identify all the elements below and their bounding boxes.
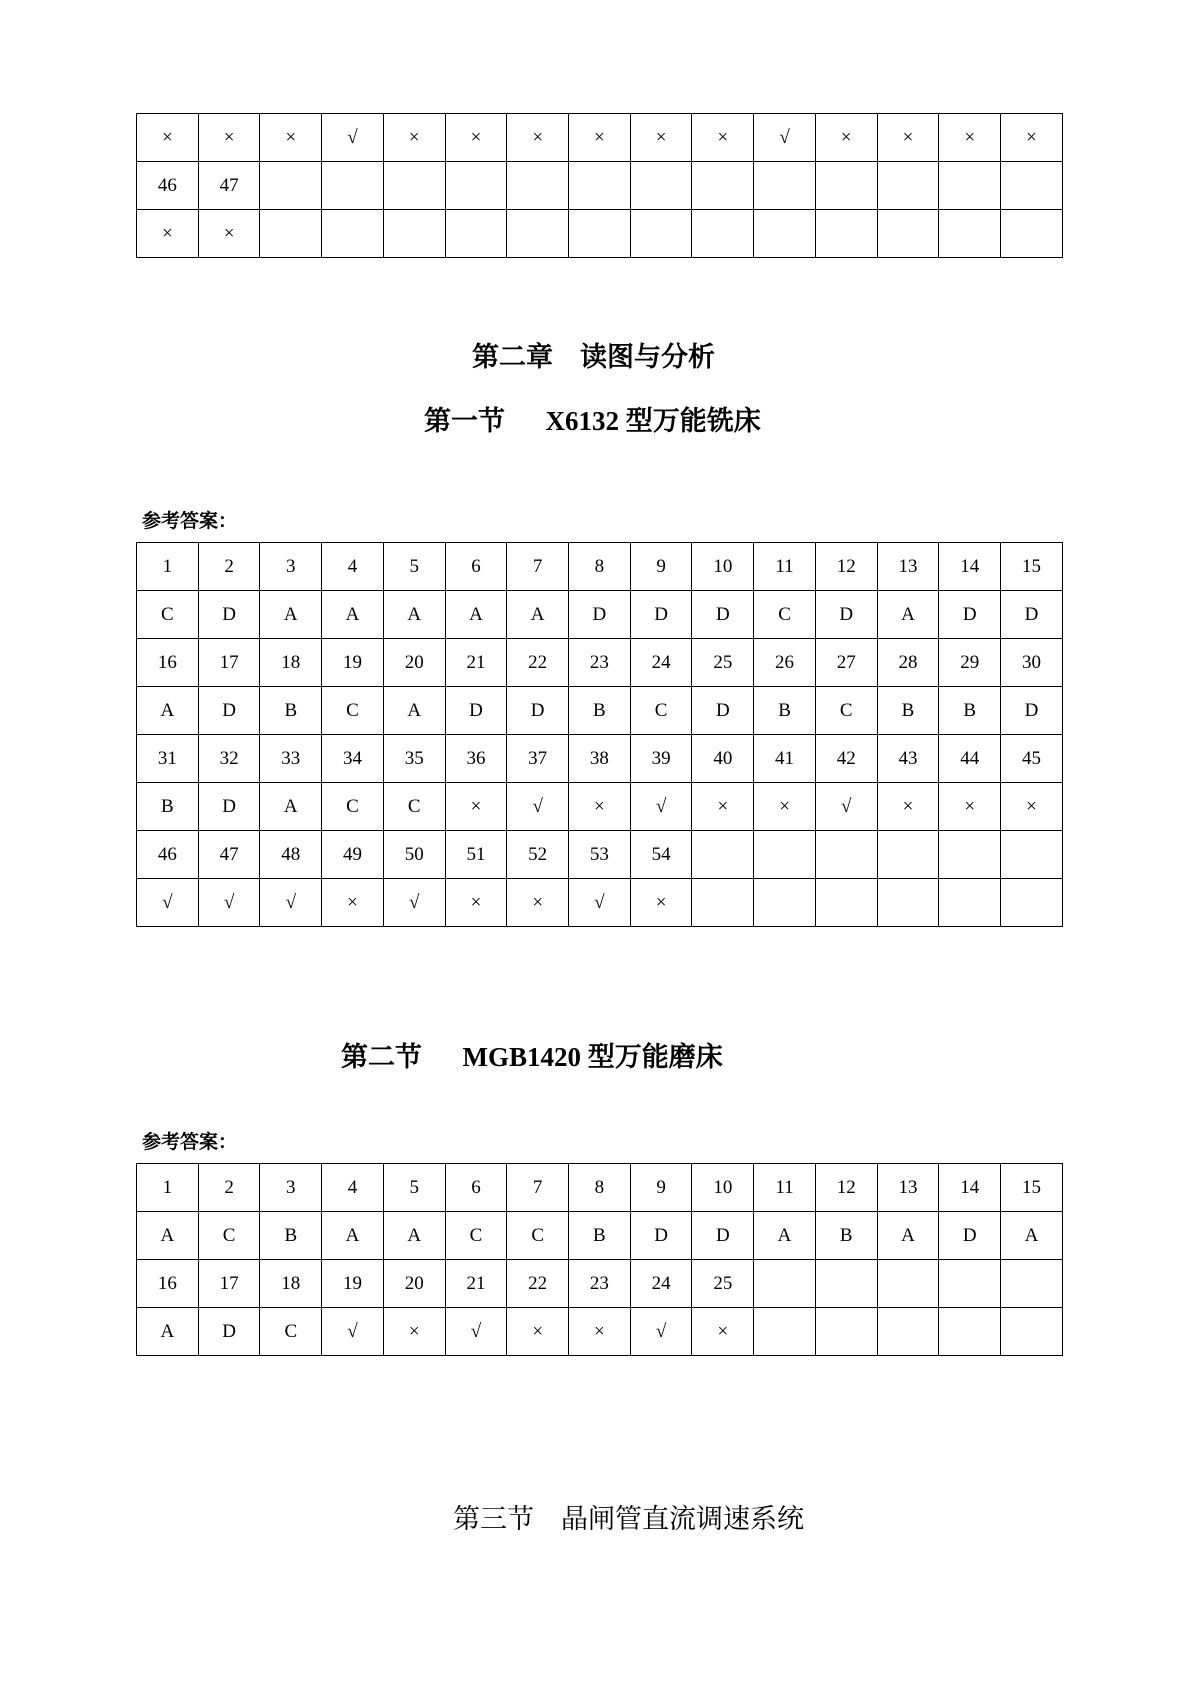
table-cell: D <box>815 591 877 639</box>
table-row <box>137 114 1063 162</box>
table-cell: D <box>1001 591 1063 639</box>
table-cell: D <box>198 591 260 639</box>
table-cell: 36 <box>445 735 507 783</box>
table-cell <box>815 1308 877 1356</box>
table-cell: √ <box>630 1308 692 1356</box>
table-cell: 21 <box>445 1260 507 1308</box>
table-row <box>137 1308 1063 1356</box>
table-cell: C <box>260 1308 322 1356</box>
table-cell: 23 <box>569 1260 631 1308</box>
table-cell: 42 <box>815 735 877 783</box>
table-row <box>137 735 1063 783</box>
table-cell: 46 <box>137 831 199 879</box>
table-cell: D <box>198 783 260 831</box>
table-cell: × <box>569 114 631 162</box>
table-cell <box>1001 879 1063 927</box>
table-cell: 39 <box>630 735 692 783</box>
table-cell: C <box>383 783 445 831</box>
table-cell: 19 <box>322 1260 384 1308</box>
table-cell: A <box>877 1212 939 1260</box>
section1-answer-table <box>136 542 1063 927</box>
table-cell: 37 <box>507 735 569 783</box>
table-cell: 18 <box>260 639 322 687</box>
table-cell <box>260 210 322 258</box>
table-cell: D <box>630 591 692 639</box>
table-cell: 19 <box>322 639 384 687</box>
table-cell: 4 <box>322 1164 384 1212</box>
table-cell: × <box>137 210 199 258</box>
table-cell <box>815 162 877 210</box>
table-cell: × <box>939 783 1001 831</box>
table-cell <box>1001 210 1063 258</box>
table-cell: 27 <box>815 639 877 687</box>
table-cell: 11 <box>754 543 816 591</box>
table-cell: A <box>137 1212 199 1260</box>
table-cell <box>815 1260 877 1308</box>
table-cell: × <box>1001 783 1063 831</box>
table-cell: A <box>1001 1212 1063 1260</box>
table-cell: B <box>877 687 939 735</box>
table-cell <box>939 879 1001 927</box>
table-cell: 14 <box>939 543 1001 591</box>
table-cell <box>754 1260 816 1308</box>
table-cell: 38 <box>569 735 631 783</box>
table-cell: × <box>877 114 939 162</box>
table-cell: × <box>754 783 816 831</box>
table-cell: D <box>939 1212 1001 1260</box>
table-cell <box>939 1260 1001 1308</box>
table-cell: D <box>569 591 631 639</box>
table-row <box>137 1260 1063 1308</box>
table-cell: × <box>383 1308 445 1356</box>
table-cell: 45 <box>1001 735 1063 783</box>
table-cell: × <box>383 114 445 162</box>
table-cell: C <box>630 687 692 735</box>
table-cell: × <box>260 114 322 162</box>
table-cell: 3 <box>260 1164 322 1212</box>
table-cell: 10 <box>692 1164 754 1212</box>
table-cell: D <box>692 1212 754 1260</box>
table-cell: × <box>322 879 384 927</box>
table-cell: 3 <box>260 543 322 591</box>
table-cell: × <box>445 114 507 162</box>
table-cell <box>383 210 445 258</box>
table-cell <box>939 1308 1001 1356</box>
table-cell: 2 <box>198 1164 260 1212</box>
table-cell: D <box>198 1308 260 1356</box>
table-cell: √ <box>754 114 816 162</box>
table-cell: 24 <box>630 639 692 687</box>
table-cell <box>815 210 877 258</box>
table-cell: 41 <box>754 735 816 783</box>
table-cell <box>1001 831 1063 879</box>
table-cell: 5 <box>383 1164 445 1212</box>
table-cell: × <box>630 114 692 162</box>
table-cell: √ <box>383 879 445 927</box>
table-cell: D <box>445 687 507 735</box>
table-cell: 22 <box>507 639 569 687</box>
table-cell: A <box>260 783 322 831</box>
table-cell: √ <box>445 1308 507 1356</box>
table-row <box>137 687 1063 735</box>
table-cell <box>877 1308 939 1356</box>
section2-title: 第二节 MGB1420 型万能磨床 <box>341 1042 723 1072</box>
table-row <box>137 879 1063 927</box>
table-cell: 49 <box>322 831 384 879</box>
table-cell: √ <box>260 879 322 927</box>
table-cell: C <box>137 591 199 639</box>
table-cell: 31 <box>137 735 199 783</box>
table-cell: 47 <box>198 162 260 210</box>
table-cell: × <box>630 879 692 927</box>
table-cell: C <box>815 687 877 735</box>
table-cell: 15 <box>1001 543 1063 591</box>
table-cell: 17 <box>198 1260 260 1308</box>
table-cell: 46 <box>137 162 199 210</box>
table-cell: 30 <box>1001 639 1063 687</box>
table-cell: × <box>507 1308 569 1356</box>
table-cell: 40 <box>692 735 754 783</box>
table-cell: A <box>137 687 199 735</box>
table-cell <box>877 879 939 927</box>
table-cell: C <box>754 591 816 639</box>
table-cell: 10 <box>692 543 754 591</box>
table-cell: A <box>137 1308 199 1356</box>
table-cell <box>754 162 816 210</box>
table-cell: B <box>137 783 199 831</box>
table-cell: × <box>507 114 569 162</box>
table-cell <box>322 210 384 258</box>
table-cell: √ <box>569 879 631 927</box>
table-cell: 4 <box>322 543 384 591</box>
section1-title: 第一节 X6132 型万能铣床 <box>424 406 761 436</box>
table-cell: 15 <box>1001 1164 1063 1212</box>
table-cell: 8 <box>569 1164 631 1212</box>
table-cell <box>569 162 631 210</box>
table-cell: 6 <box>445 1164 507 1212</box>
table-cell: × <box>877 783 939 831</box>
table-cell: √ <box>815 783 877 831</box>
table-cell: A <box>445 591 507 639</box>
table-cell: 6 <box>445 543 507 591</box>
table-cell: D <box>692 591 754 639</box>
table-cell: D <box>507 687 569 735</box>
table-cell: 7 <box>507 1164 569 1212</box>
table-cell: √ <box>198 879 260 927</box>
table-cell <box>939 831 1001 879</box>
table-row <box>137 162 1063 210</box>
table-cell: 52 <box>507 831 569 879</box>
table-cell <box>877 162 939 210</box>
table-cell <box>630 162 692 210</box>
table-cell <box>877 210 939 258</box>
section1-answer-label: 参考答案： <box>142 511 238 532</box>
table-cell <box>754 210 816 258</box>
table-cell <box>692 162 754 210</box>
table-cell <box>507 210 569 258</box>
table-cell <box>754 1308 816 1356</box>
table-cell: 24 <box>630 1260 692 1308</box>
table-cell: A <box>383 1212 445 1260</box>
table-cell: × <box>692 783 754 831</box>
table-cell: 13 <box>877 1164 939 1212</box>
table-row <box>137 783 1063 831</box>
table-cell: A <box>383 591 445 639</box>
table-cell: × <box>815 114 877 162</box>
table-cell: 47 <box>198 831 260 879</box>
table-cell: 22 <box>507 1260 569 1308</box>
table-cell <box>692 210 754 258</box>
table-cell: 8 <box>569 543 631 591</box>
table-cell: C <box>322 783 384 831</box>
table-cell: 51 <box>445 831 507 879</box>
table-cell: 7 <box>507 543 569 591</box>
table-cell <box>507 162 569 210</box>
table-cell <box>1001 162 1063 210</box>
table-cell: √ <box>322 1308 384 1356</box>
table-cell <box>260 162 322 210</box>
table-cell: 26 <box>754 639 816 687</box>
table-cell: 12 <box>815 543 877 591</box>
table-cell: B <box>569 687 631 735</box>
table-cell: × <box>198 210 260 258</box>
table-cell <box>569 210 631 258</box>
table-cell: 9 <box>630 1164 692 1212</box>
table-cell <box>692 879 754 927</box>
table-cell <box>692 831 754 879</box>
table-cell: 20 <box>383 1260 445 1308</box>
table-cell: 16 <box>137 639 199 687</box>
table-cell: 18 <box>260 1260 322 1308</box>
table-cell: 29 <box>939 639 1001 687</box>
table-cell: C <box>322 687 384 735</box>
table-cell: 25 <box>692 1260 754 1308</box>
table-cell: √ <box>630 783 692 831</box>
table-cell: D <box>630 1212 692 1260</box>
table-cell: D <box>939 591 1001 639</box>
table-cell: 35 <box>383 735 445 783</box>
chapter-title: 第二章 读图与分析 <box>472 342 715 372</box>
table-cell: B <box>754 687 816 735</box>
table-cell: A <box>322 1212 384 1260</box>
table-cell: 1 <box>137 1164 199 1212</box>
table-cell: 44 <box>939 735 1001 783</box>
table-cell: 12 <box>815 1164 877 1212</box>
table-cell: 16 <box>137 1260 199 1308</box>
table-cell: C <box>445 1212 507 1260</box>
table-cell <box>939 210 1001 258</box>
table-row <box>137 591 1063 639</box>
table-cell: 34 <box>322 735 384 783</box>
section2-answer-table <box>136 1163 1063 1356</box>
table-cell: √ <box>322 114 384 162</box>
table-cell: A <box>877 591 939 639</box>
table-cell: 13 <box>877 543 939 591</box>
table-cell: 28 <box>877 639 939 687</box>
table-cell: 9 <box>630 543 692 591</box>
table-cell <box>445 162 507 210</box>
table-cell: A <box>322 591 384 639</box>
table-cell <box>630 210 692 258</box>
table-cell: 17 <box>198 639 260 687</box>
table-cell: 23 <box>569 639 631 687</box>
table-cell <box>815 831 877 879</box>
table-cell: 25 <box>692 639 754 687</box>
table-row <box>137 1212 1063 1260</box>
section2-answer-label: 参考答案： <box>142 1132 238 1153</box>
table-cell: 54 <box>630 831 692 879</box>
table-cell: 32 <box>198 735 260 783</box>
table-cell: 1 <box>137 543 199 591</box>
table-row <box>137 210 1063 258</box>
table-cell <box>877 1260 939 1308</box>
table-cell: × <box>569 783 631 831</box>
table-cell: 20 <box>383 639 445 687</box>
table-cell: × <box>507 879 569 927</box>
table-cell: × <box>692 114 754 162</box>
table-cell: √ <box>507 783 569 831</box>
table-cell: × <box>198 114 260 162</box>
table-cell: × <box>569 1308 631 1356</box>
table-cell: √ <box>137 879 199 927</box>
table-cell: D <box>1001 687 1063 735</box>
table-cell: B <box>939 687 1001 735</box>
table-cell <box>939 162 1001 210</box>
table-cell <box>383 162 445 210</box>
table-cell <box>754 831 816 879</box>
table-cell: D <box>198 687 260 735</box>
table-cell: B <box>260 1212 322 1260</box>
table-cell: 14 <box>939 1164 1001 1212</box>
section3-title: 第三节 晶闸管直流调速系统 <box>453 1504 804 1534</box>
answer-table-continued <box>136 113 1063 258</box>
table-row <box>137 639 1063 687</box>
table-row <box>137 1164 1063 1212</box>
table-row <box>137 831 1063 879</box>
table-cell: B <box>569 1212 631 1260</box>
table-cell: 48 <box>260 831 322 879</box>
table-cell: 43 <box>877 735 939 783</box>
table-cell <box>754 879 816 927</box>
table-cell: 5 <box>383 543 445 591</box>
table-cell <box>445 210 507 258</box>
table-cell <box>1001 1260 1063 1308</box>
table-cell <box>322 162 384 210</box>
table-cell: A <box>260 591 322 639</box>
table-cell <box>1001 1308 1063 1356</box>
table-cell: A <box>754 1212 816 1260</box>
table-cell: 11 <box>754 1164 816 1212</box>
table-cell: × <box>445 783 507 831</box>
table-cell: × <box>1001 114 1063 162</box>
table-cell: C <box>507 1212 569 1260</box>
table-cell: × <box>692 1308 754 1356</box>
table-cell: C <box>198 1212 260 1260</box>
table-cell: D <box>692 687 754 735</box>
table-cell: A <box>507 591 569 639</box>
table-cell: × <box>445 879 507 927</box>
table-cell: 53 <box>569 831 631 879</box>
table-cell <box>815 879 877 927</box>
table-cell: × <box>939 114 1001 162</box>
table-cell: B <box>260 687 322 735</box>
table-cell <box>877 831 939 879</box>
table-cell: B <box>815 1212 877 1260</box>
table-cell: 33 <box>260 735 322 783</box>
table-row <box>137 543 1063 591</box>
table-cell: 2 <box>198 543 260 591</box>
table-cell: 50 <box>383 831 445 879</box>
table-cell: × <box>137 114 199 162</box>
table-cell: A <box>383 687 445 735</box>
table-cell: 21 <box>445 639 507 687</box>
